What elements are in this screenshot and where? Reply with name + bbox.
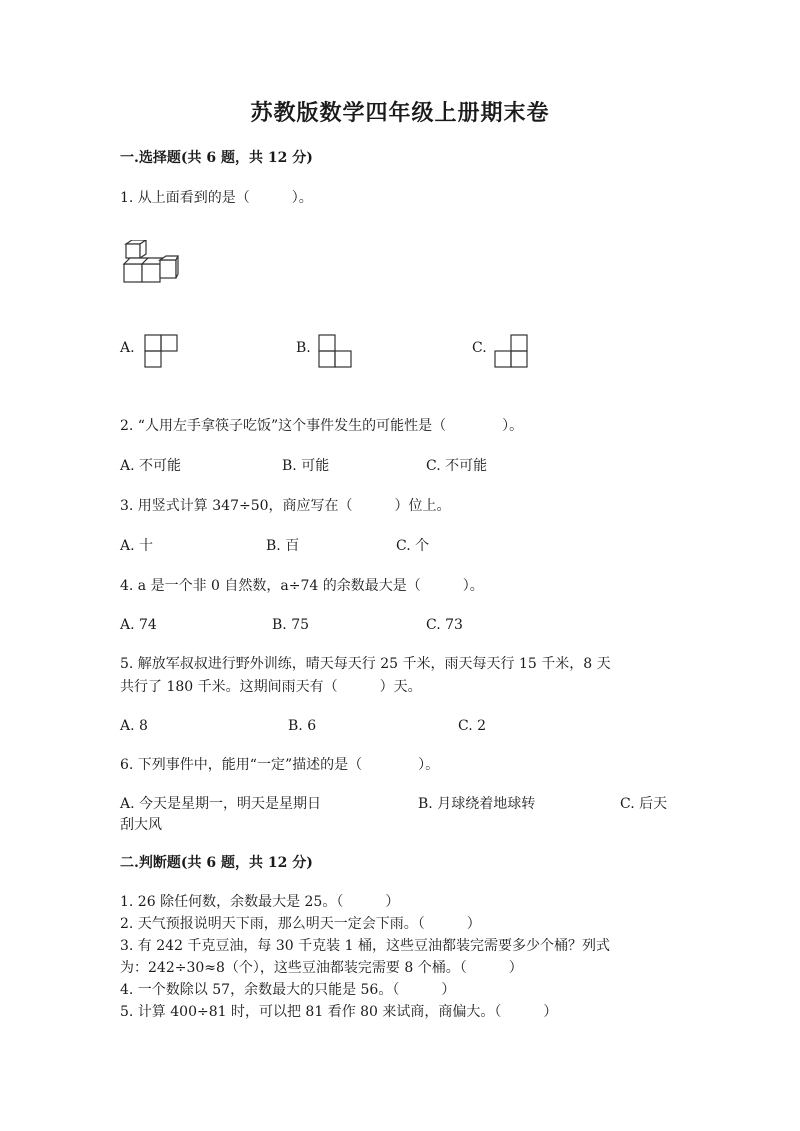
question-4-option-b[interactable]: B. 75 [272, 617, 310, 633]
question-4-option-c[interactable]: C. 73 [426, 617, 463, 633]
judgement-item-3-line1: 3. 有 242 千克豆油，每 30 千克装 1 桶，这些豆油都装完需要多少个桶？列式 [120, 938, 610, 954]
question-2-option-a[interactable]: A. 不可能 [120, 458, 182, 474]
question-4-text: 4. a 是一个非 0 自然数，a÷74 的余数最大是（ ）。 [120, 578, 484, 594]
question-1-option-a[interactable]: A. [120, 340, 135, 356]
question-5-text-line2: 共行了 180 千米。这期间雨天有（ ）天。 [120, 679, 422, 695]
question-2-text: 2. “人用左手拿筷子吃饭”这个事件发生的可能性是（ ）。 [120, 418, 524, 434]
question-6-text: 6. 下列事件中，能用“一定”描述的是（ ）。 [120, 757, 440, 773]
question-6-option-c[interactable]: C. 后天 [620, 796, 668, 812]
section-heading-judgement: 二.判断题(共 6 题，共 12 分) [120, 855, 313, 871]
option-b-grid-icon [318, 334, 352, 368]
question-6-option-c-continued: 刮大风 [120, 817, 162, 833]
question-3-option-c[interactable]: C. 个 [396, 538, 430, 554]
judgement-item-3-line2: 为：242÷30≈8（个），这些豆油都装完需要 8 个桶。（ ） [120, 960, 523, 976]
option-c-grid-icon [494, 334, 528, 368]
question-5-option-a[interactable]: A. 8 [120, 718, 148, 734]
question-1-option-b[interactable]: B. [296, 340, 311, 356]
question-2-option-b[interactable]: B. 可能 [282, 458, 330, 474]
question-3-option-b[interactable]: B. 百 [266, 538, 300, 554]
section-heading-choice: 一.选择题(共 6 题，共 12 分) [120, 150, 313, 166]
stacked-cubes-icon [118, 240, 184, 290]
question-1-option-c[interactable]: C. [472, 340, 487, 356]
question-1-text: 1. 从上面看到的是（ ）。 [120, 190, 313, 206]
page-title: 苏教版数学四年级上册期末卷 [250, 100, 550, 126]
question-5-option-c[interactable]: C. 2 [458, 718, 487, 734]
question-5-text-line1: 5. 解放军叔叔进行野外训练，晴天每天行 25 千米，雨天每天行 15 千米，8 天 [120, 656, 611, 672]
question-5-option-b[interactable]: B. 6 [288, 718, 317, 734]
judgement-item-4: 4. 一个数除以 57，余数最大的只能是 56。（ ） [120, 982, 456, 998]
question-6-option-a[interactable]: A. 今天是星期一，明天是星期日 [120, 796, 322, 812]
question-4-option-a[interactable]: A. 74 [120, 617, 157, 633]
option-a-grid-icon [144, 334, 178, 368]
question-3-option-a[interactable]: A. 十 [120, 538, 154, 554]
judgement-item-2: 2. 天气预报说明天下雨，那么明天一定会下雨。（ ） [120, 916, 481, 932]
question-3-text: 3. 用竖式计算 347÷50，商应写在（ ）位上。 [120, 498, 451, 514]
question-2-option-c[interactable]: C. 不可能 [426, 458, 488, 474]
judgement-item-1: 1. 26 除任何数，余数最大是 25。（ ） [120, 894, 400, 910]
question-6-option-b[interactable]: B. 月球绕着地球转 [418, 796, 536, 812]
judgement-item-5: 5. 计算 400÷81 时，可以把 81 看作 80 来试商，商偏大。（ ） [120, 1004, 558, 1020]
